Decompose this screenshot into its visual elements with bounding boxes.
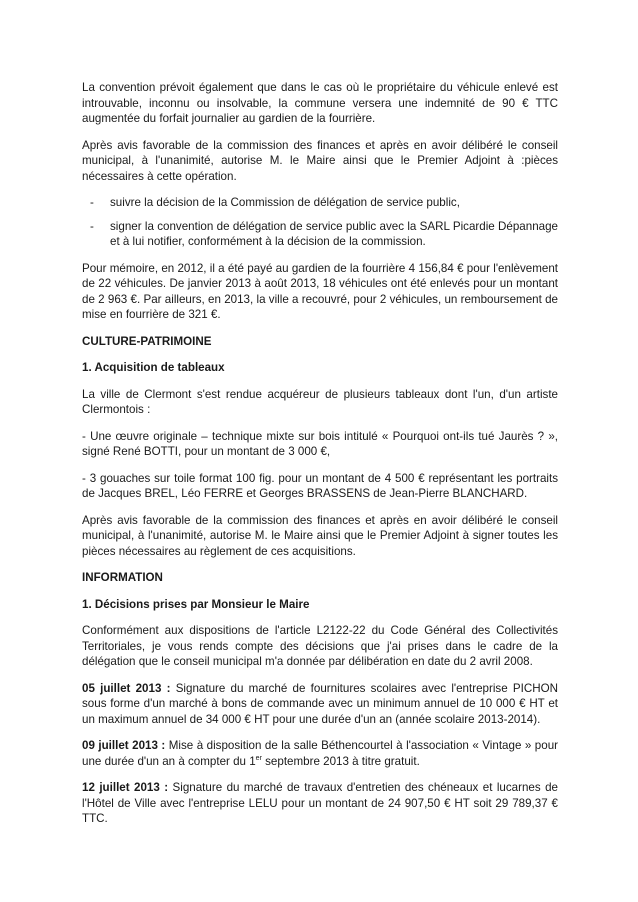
paragraph-deliberation-acquisitions: Après avis favorable de la commission des finances et après en avoir délibéré le conseil municipal, à l'unanimité, autorise M. le Maire ainsi que le Premier Adjoint à signer toutes les pièces nécessaires au règlement de ces acquisitions.: [82, 513, 558, 558]
decision-date: 09 juillet 2013 :: [82, 739, 166, 752]
subheading-acquisition: 1. Acquisition de tableaux: [82, 361, 225, 374]
decision-item-pichon: [82, 681, 558, 728]
bullet-dash: -: [90, 219, 94, 233]
ordinal-suffix: er: [255, 754, 262, 762]
decision-text: Signature du marché de travaux d'entretien des chéneaux et lucarnes de l'Hôtel de Ville avec l'entreprise LELU pour un montant de 24 907,50 € HT soit 29 789,37 € TTC.: [82, 781, 558, 825]
decision-item-vintage: [82, 738, 558, 769]
bullet-text: signer la convention de délégation de service public avec la SARL Picardie Dépannage et à lui notifier, conformément à la décision de la commission.: [110, 219, 558, 248]
paragraph-oeuvre-botti: - Une œuvre originale – technique mixte sur bois intitulé « Pourquoi ont-ils tué Jaurès ? », signé René BOTTI, pour un montant de 3 000 €,: [82, 429, 558, 458]
document-page: [82, 80, 558, 838]
section-heading-culture: CULTURE-PATRIMOINE: [82, 334, 212, 348]
subheading-decisions: 1. Décisions prises par Monsieur le Maire: [82, 597, 310, 611]
paragraph-indemnite: La convention prévoit également que dans le cas où le propriétaire du véhicule enlevé est introuvable, inconnu ou insolvable, la commune versera une indemnité de 90 € TTC augmentée du forfait journalier au gardien de la fourrière.: [82, 81, 558, 125]
bullet-item-signer: [82, 219, 558, 250]
paragraph-memoire: Pour mémoire, en 2012, il a été payé au gardien de la fourrière 4 156,84 € pour l'enlèvement de 22 véhicules. De janvier 2013 à août 2013, 18 véhicules ont été enlevés pour un montant de 2 963 €. Par ailleurs, en 2013, la ville a recouvré, pour 2 véhicules, un remboursement de mise en fourrière de 321 €.: [82, 261, 558, 321]
decision-date: 12 juillet 2013 :: [82, 781, 169, 794]
paragraph-conformement: Conformément aux dispositions de l'article L2122-22 du Code Général des Collectivités Territoriales, je vous rends compte des décisions que j'ai prises dans le cadre de la délégation que le conseil municipal m'a donnée par délibération en date du 2 avril 2008.: [82, 624, 558, 668]
decision-text: Mise à disposition de la salle Béthencourtel à l'association « Vintage » pour une durée d'un an à compter du 1: [82, 739, 558, 768]
bullet-text: suivre la décision de la Commission de délégation de service public,: [110, 196, 460, 209]
decision-text: Signature du marché de fournitures scolaires avec l'entreprise PICHON sous forme d'un marché à bons de commande avec un minimum annuel de 10 000 € HT et un maximum annuel de 34 000 € HT pour une durée d'un an (année scolaire 2013-2014).: [82, 681, 558, 726]
bullet-list: [82, 195, 558, 250]
decision-text-end: septembre 2013 à titre gratuit.: [261, 754, 420, 768]
bullet-dash: -: [90, 196, 94, 209]
paragraph-gouaches: - 3 gouaches sur toile format 100 fig. pour un montant de 4 500 € représentant les portraits de Jacques BREL, Léo FERRE et Georges BRASSENS de Jean-Pierre BLANCHARD.: [82, 471, 558, 500]
section-heading-information: INFORMATION: [82, 571, 163, 584]
paragraph-deliberation-fourriere: Après avis favorable de la commission des finances et après en avoir délibéré le conseil municipal, à l'unanimité, autorise M. le Maire ainsi que le Premier Adjoint à :pièces nécessaires à cette opération.: [82, 138, 558, 183]
paragraph-acquisition: La ville de Clermont s'est rendue acquéreur de plusieurs tableaux dont l'un, d'un artiste Clermontois :: [82, 387, 558, 416]
decision-date: 05 juillet 2013 :: [82, 681, 171, 695]
decision-item-lelu: [82, 780, 558, 827]
bullet-item-commission: [82, 195, 558, 211]
